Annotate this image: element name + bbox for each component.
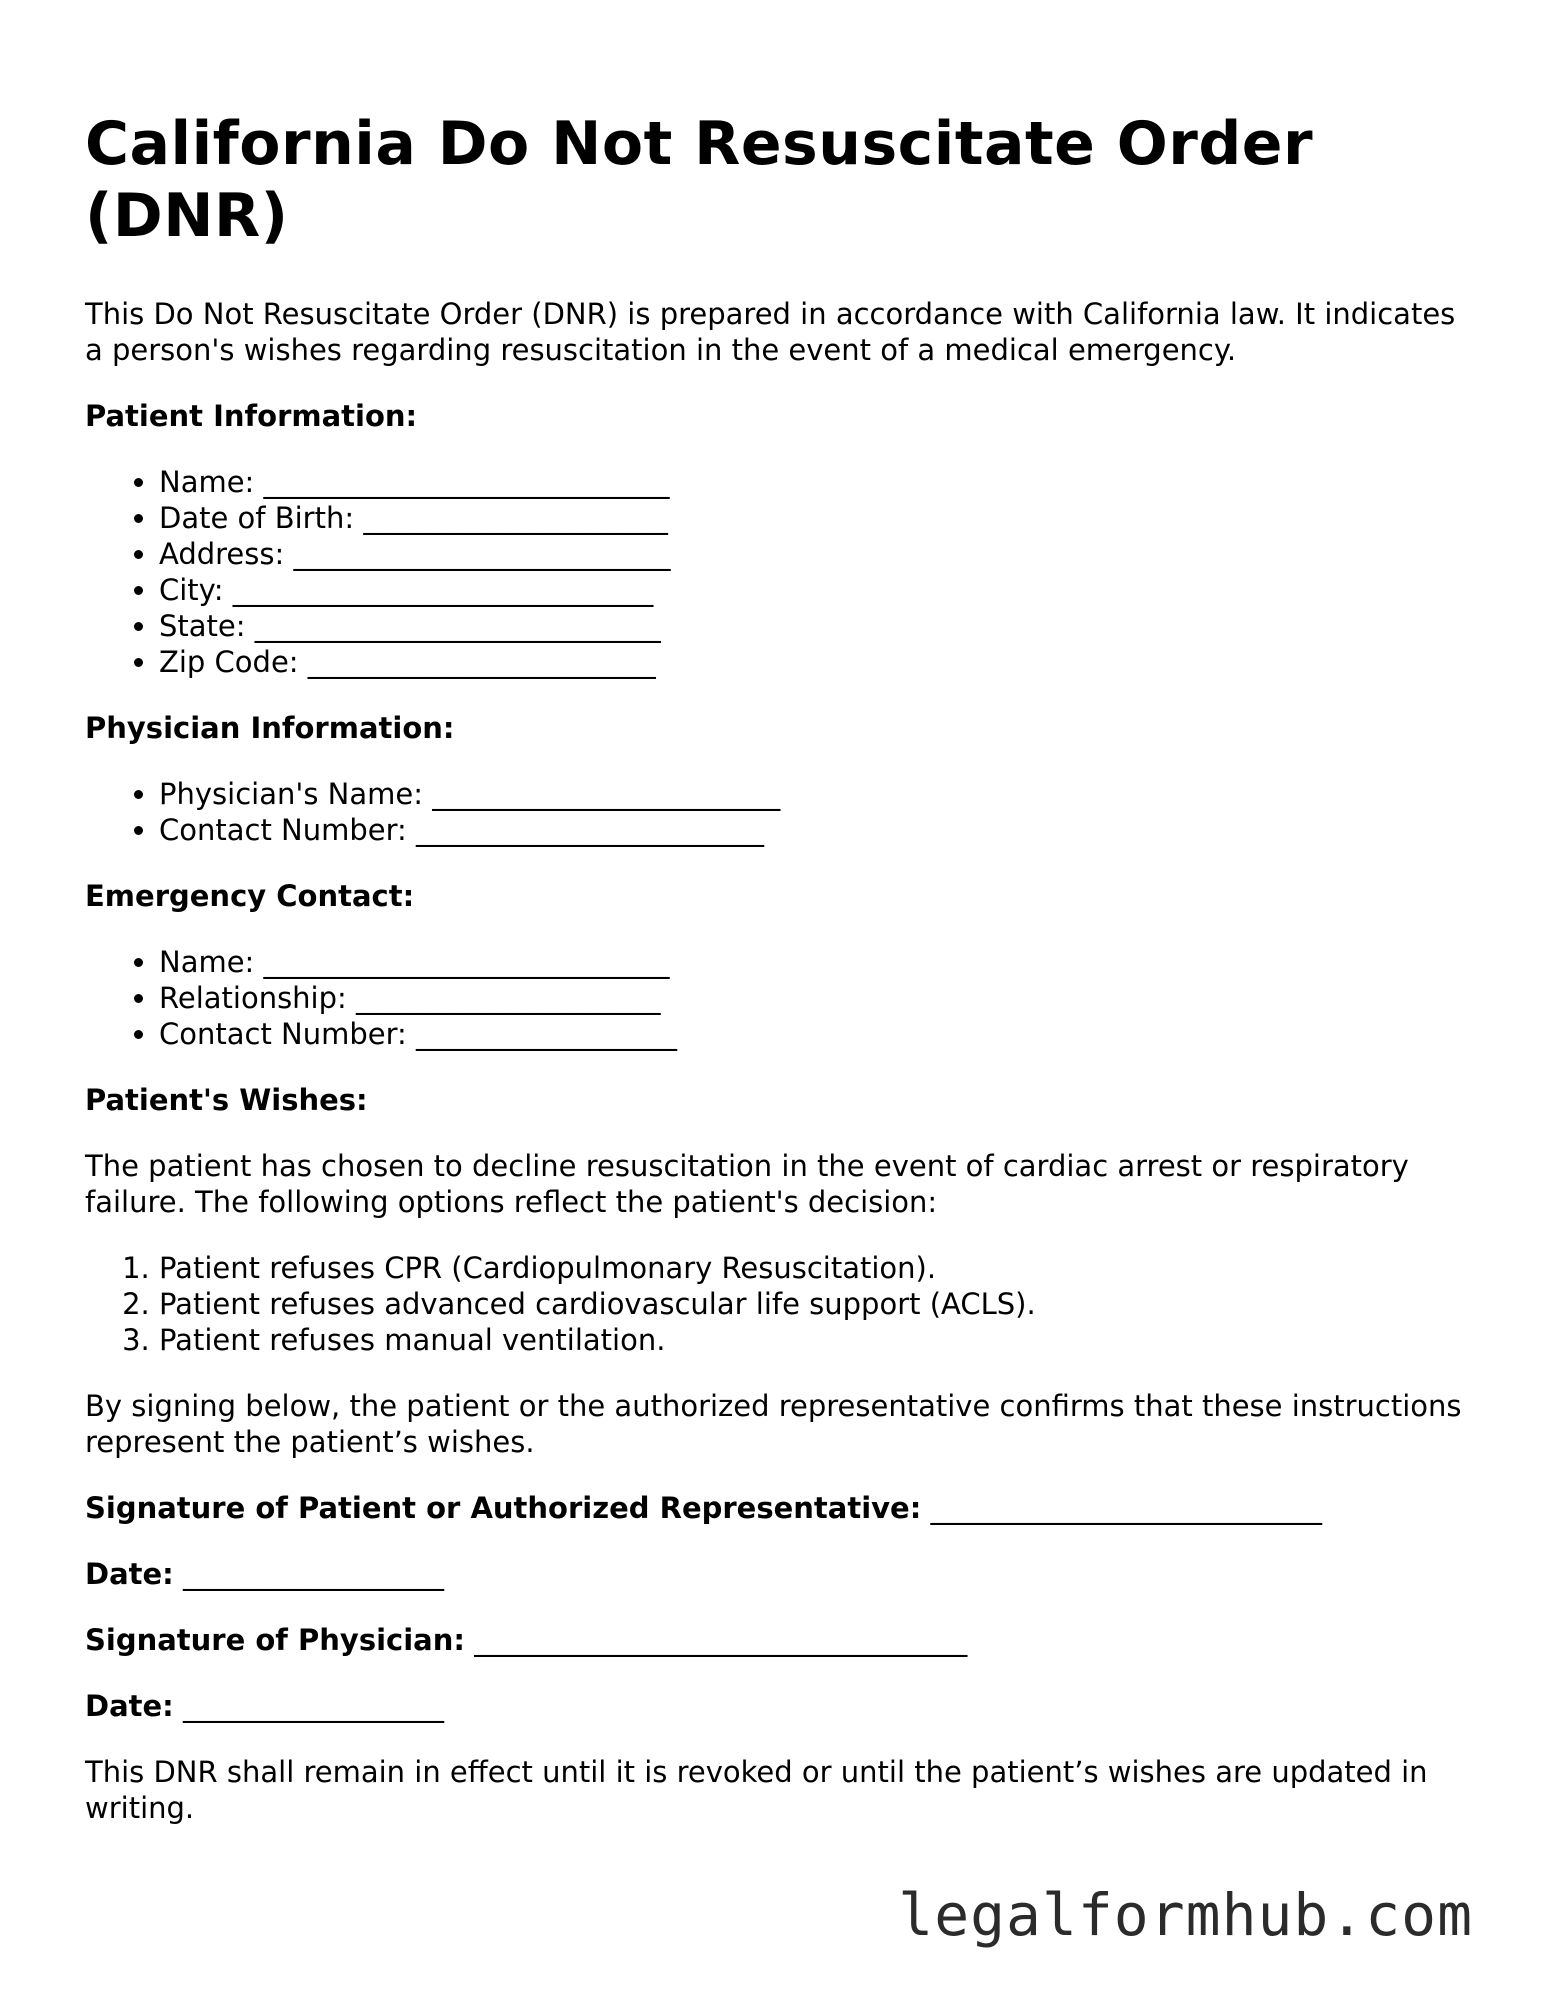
wishes-option: 3. Patient refuses manual ventilation. [159,1322,1465,1358]
patient-name-field: • Name: ____________________________ [159,464,1465,500]
physician-name-field: • Physician's Name: ________________________ [159,776,1465,812]
date-label-1: Date: [85,1557,174,1591]
physician-contact-field: • Contact Number: ________________________ [159,812,1465,848]
patient-wishes-heading: Patient's Wishes: [85,1083,368,1117]
brand-watermark: legalformhub.com [898,1881,1473,1949]
patient-state-field: • State: ____________________________ [159,608,1465,644]
physician-signature-line [85,1622,1465,1658]
physician-info-heading: Physician Information: [85,711,455,745]
patient-zip-field: • Zip Code: ________________________ [159,644,1465,680]
emergency-contact-heading: Emergency Contact: [85,879,415,913]
emergency-relationship-field: • Relationship: _____________________ [159,980,1465,1016]
patient-info-heading: Patient Information: [85,399,418,433]
emergency-contact-number-field: • Contact Number: __________________ [159,1016,1465,1052]
intro-paragraph: This Do Not Resuscitate Order (DNR) is prepared in accordance with California law. It indicates a person's wishes regarding resuscitation in the event of a medical emergency. [85,297,1456,367]
document-title: California Do Not Resuscitate Order (DNR) [85,109,1314,251]
patient-address-field: • Address: __________________________ [159,536,1465,572]
patient-signature-blank: ___________________________ [930,1491,1323,1525]
physician-signature-blank: __________________________________ [474,1623,968,1657]
wishes-paragraph: The patient has chosen to decline resuscitation in the event of cardiac arrest or respiratory failure. The following options reflect the patient's decision: [85,1149,1409,1219]
patient-info-list [85,464,1465,680]
date-blank-2: __________________ [183,1689,444,1723]
wishes-option: 1. Patient refuses CPR (Cardiopulmonary Resuscitation). [159,1250,1465,1286]
patient-signature-label: Signature of Patient or Authorized Representative: [85,1491,922,1525]
patient-dob-field: • Date of Birth: _____________________ [159,500,1465,536]
physician-info-list [85,776,1465,848]
patient-city-field: • City: _____________________________ [159,572,1465,608]
date-line-2 [85,1688,1465,1724]
wishes-options-list [85,1250,1465,1358]
emergency-name-field: • Name: ____________________________ [159,944,1465,980]
date-label-2: Date: [85,1689,174,1723]
date-line-1 [85,1556,1465,1592]
document-page [85,108,1465,1856]
wishes-option: 2. Patient refuses advanced cardiovascular life support (ACLS). [159,1286,1465,1322]
confirmation-paragraph: By signing below, the patient or the authorized representative confirms that these instructions represent the patient’s wishes. [85,1389,1462,1459]
emergency-contact-list [85,944,1465,1052]
physician-signature-label: Signature of Physician: [85,1623,465,1657]
date-blank-1: __________________ [183,1557,444,1591]
patient-signature-line [85,1490,1465,1526]
closing-paragraph: This DNR shall remain in effect until it is revoked or until the patient’s wishes are updated in writing. [85,1755,1428,1825]
